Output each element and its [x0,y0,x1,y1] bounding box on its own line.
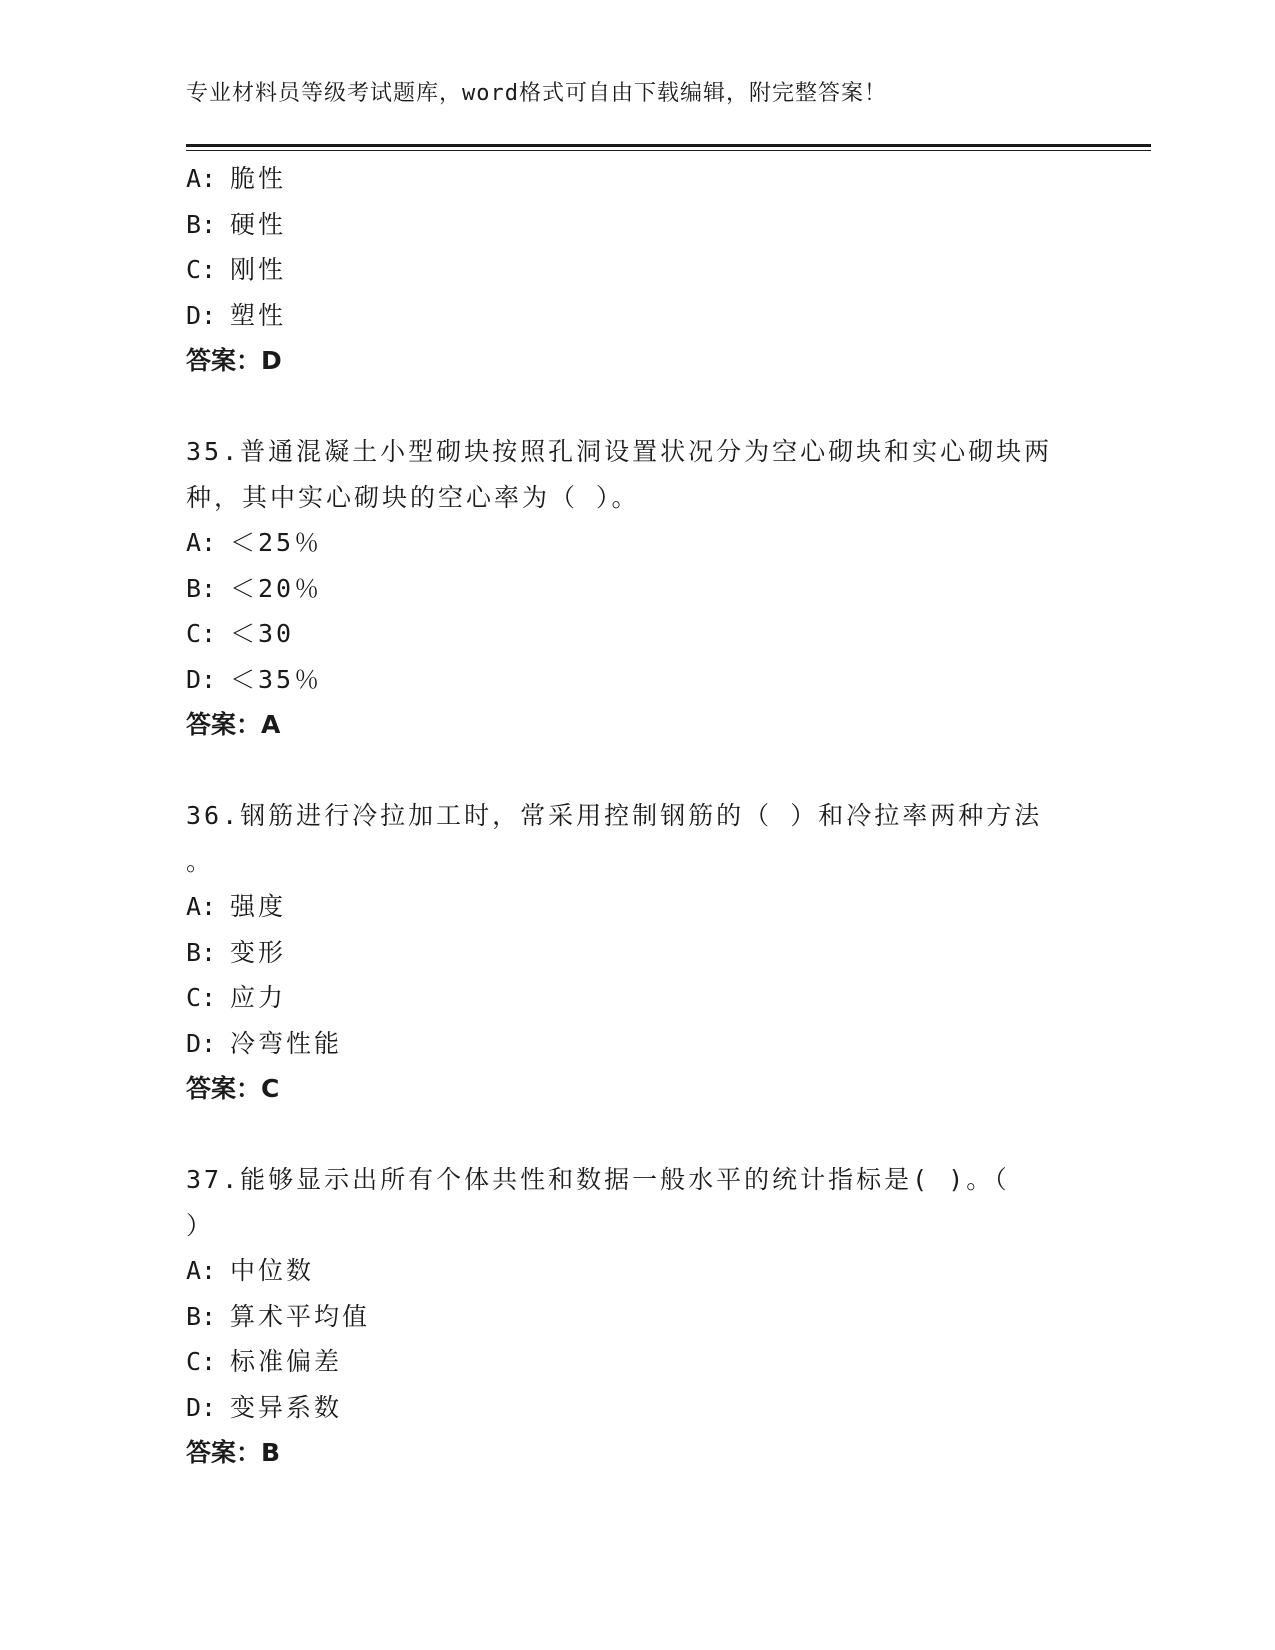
option-text: 变异系数 [230,1392,343,1422]
option-line [186,1248,1086,1294]
option-text: ＜20％ [230,573,323,603]
question-stem: 35.普通混凝土小型砌块按照孔洞设置状况分为空心砌块和实心砌块两 [186,437,1053,466]
option-text: 刚性 [230,255,287,284]
option-line [186,1294,1086,1340]
option-line [186,975,1086,1021]
option-line [186,1021,1086,1067]
answer-line: 答案：B [186,1438,281,1467]
option-line [186,202,1086,248]
option-line [186,520,1086,566]
question-stem: 37.能够显示出所有个体共性和数据一般水平的统计指标是( )。（ [186,1165,1010,1194]
option-text: 脆性 [230,164,287,193]
option-text: 硬性 [230,209,287,239]
option-line [186,611,1086,657]
header-rule-thin [186,150,1151,151]
option-line [186,156,1086,202]
question-stem: 36.钢筋进行冷拉加工时，常采用控制钢筋的（ ）和冷拉率两种方法 [186,801,1043,830]
option-text: 变形 [230,937,287,967]
option-letter: C: [186,983,217,1012]
option-line [186,884,1086,930]
option-text: 塑性 [230,300,287,330]
option-letter: D: [186,300,217,330]
option-letter: C: [186,1347,217,1376]
option-letter: B: [186,573,217,603]
question-stem: 种，其中实心砌块的空心率为（ ）。 [186,482,640,512]
option-letter: C: [186,619,217,648]
option-letter: B: [186,1301,217,1331]
option-letter: D: [186,1028,217,1058]
option-text: 中位数 [230,1256,315,1285]
option-line [186,930,1086,976]
answer-line: 答案：C [186,1074,280,1103]
option-line [186,247,1086,293]
option-letter: A: [186,164,217,193]
option-text: ＜30 [230,619,295,648]
option-text: 冷弯性能 [230,1028,343,1058]
spacer [186,748,1086,794]
option-letter: C: [186,255,217,284]
option-text: 算术平均值 [230,1301,371,1331]
answer-line: 答案：A [186,710,281,739]
option-text: 应力 [230,983,287,1012]
option-letter: A: [186,892,217,921]
question-content [186,156,1086,1476]
option-letter: D: [186,1392,217,1422]
page-header: 专业材料员等级考试题库，word格式可自由下载编辑，附完整答案！ [186,81,887,106]
option-line [186,657,1086,703]
spacer [186,384,1086,430]
option-text: ＜35％ [230,664,323,694]
option-text: 标准偏差 [230,1347,343,1376]
answer-line: 答案：D [186,346,282,375]
spacer [186,1112,1086,1158]
option-letter: D: [186,664,217,694]
option-letter: A: [186,528,217,557]
option-letter: A: [186,1256,217,1285]
option-line [186,566,1086,612]
header-rule-thick [186,144,1151,147]
option-line [186,293,1086,339]
option-line [186,1385,1086,1431]
option-text: ＜25％ [230,528,323,557]
question-stem: ） [186,1210,215,1240]
question-stem: 。 [186,846,215,876]
option-text: 强度 [230,892,287,921]
option-line [186,1339,1086,1385]
option-letter: B: [186,209,217,239]
option-letter: B: [186,937,217,967]
